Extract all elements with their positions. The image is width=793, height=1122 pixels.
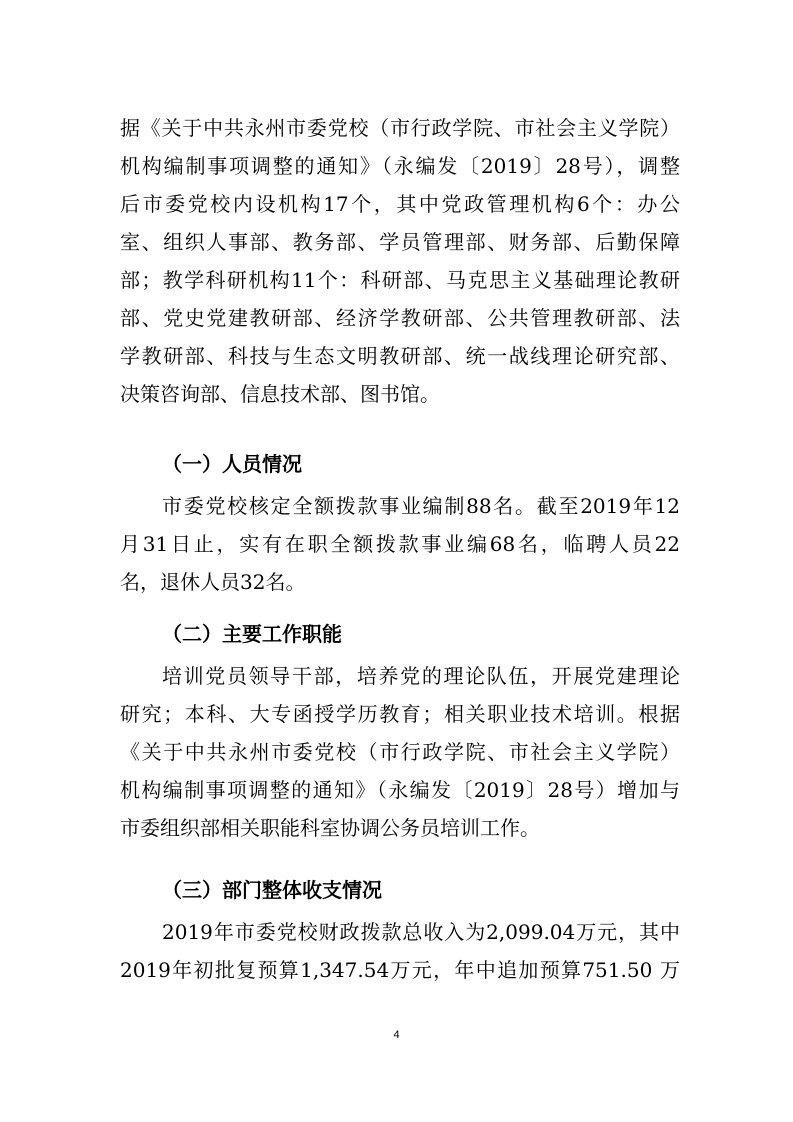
page-number: 4 (393, 1029, 400, 1041)
section-2-line-5: 市委组织部相关职能科室协调公务员培训工作。 (120, 816, 540, 840)
paragraph-1-line-2: 机构编制事项调整的通知》（永编发〔2019〕28号），调整 (120, 154, 680, 178)
section-2-line-2: 研究；本科、大专函授学历教育；相关职业技术培训。根据 (120, 702, 680, 726)
paragraph-1-line-1: 据《关于中共永州市委党校（市行政学院、市社会主义学院） (120, 116, 680, 140)
section-3-line-2: 2019年初批复预算1,347.54万元，年中追加预算751.50 万 (120, 958, 680, 982)
section-2-line-3: 《关于中共永州市委党校（市行政学院、市社会主义学院） (120, 740, 680, 764)
paragraph-1-line-3: 后市委党校内设机构17个，其中党政管理机构6个：办公 (120, 192, 680, 216)
paragraph-1-line-7: 学教研部、科技与生态文明教研部、统一战线理论研究部、 (120, 344, 680, 368)
section-1-line-3: 名，退休人员32名。 (120, 570, 306, 594)
section-2-line-4: 机构编制事项调整的通知》（永编发〔2019〕28号）增加与 (120, 778, 680, 802)
paragraph-1-line-6: 部、党史党建教研部、经济学教研部、公共管理教研部、法 (120, 306, 680, 330)
section-2-line-1: 培训党员领导干部，培养党的理论队伍，开展党建理论 (162, 664, 680, 688)
paragraph-1-line-5: 部；教学科研机构11个：科研部、马克思主义基础理论教研 (120, 268, 680, 292)
section-3-heading: （三）部门整体收支情况 (162, 878, 382, 902)
section-1-line-1: 市委党校核定全额拨款事业编制88名。截至2019年12 (162, 494, 680, 518)
paragraph-1-line-4: 室、组织人事部、教务部、学员管理部、财务部、后勤保障 (120, 230, 680, 254)
section-3-line-1: 2019年市委党校财政拨款总收入为2,099.04万元，其中 (162, 920, 680, 944)
section-1-heading: （一）人员情况 (162, 452, 302, 476)
section-2-heading: （二）主要工作职能 (162, 622, 342, 646)
paragraph-1-line-8: 决策咨询部、信息技术部、图书馆。 (120, 382, 440, 406)
section-1-line-2: 月31日止，实有在职全额拨款事业编68名，临聘人员22 (120, 532, 680, 556)
